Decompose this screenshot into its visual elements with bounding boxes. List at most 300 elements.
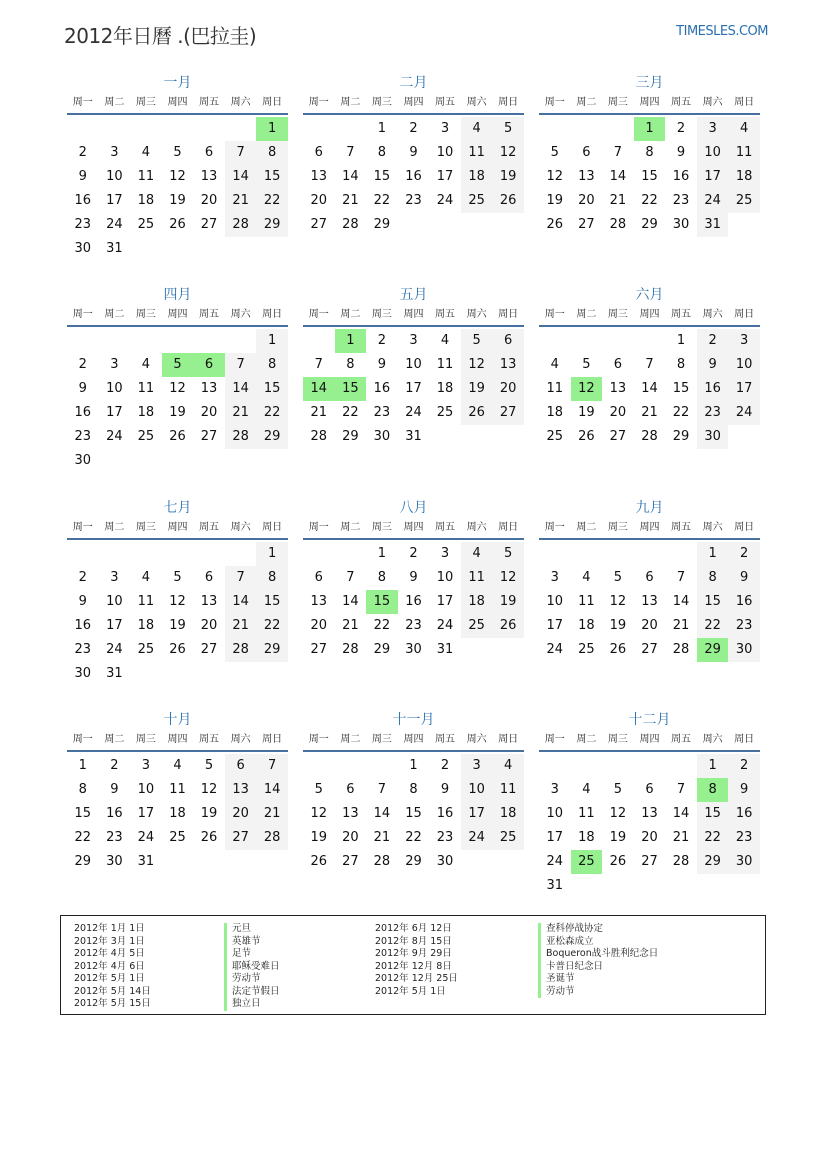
day-cell: 10 xyxy=(697,141,729,165)
empty-cell xyxy=(539,542,571,566)
day-cell: 10 xyxy=(461,778,493,802)
weekday-label: 周六 xyxy=(702,734,723,745)
day-cell: 3 xyxy=(728,329,760,353)
day-cell: 12 xyxy=(609,806,627,821)
day-cell: 4 xyxy=(582,782,591,797)
empty-cell xyxy=(634,874,666,898)
day-cell: 5 xyxy=(492,117,524,141)
site-name[interactable]: TIMESLES.COM xyxy=(676,24,768,39)
day-cell: 30 xyxy=(74,241,92,256)
weekday-label: 周二 xyxy=(104,522,125,533)
empty-cell xyxy=(492,638,524,662)
day-cell: 14 xyxy=(672,594,690,609)
day-cell: 10 xyxy=(436,570,454,585)
day-cell: 6 xyxy=(492,329,524,353)
weekday-label: 周六 xyxy=(702,309,723,320)
day-cell: 23 xyxy=(728,614,760,638)
empty-cell xyxy=(225,662,257,686)
day-cell: 28 xyxy=(225,638,257,662)
day-cell: 25 xyxy=(578,642,595,657)
weekday-label: 周三 xyxy=(371,309,392,320)
day-cell: 6 xyxy=(204,570,214,585)
legend-entry: 独立日 xyxy=(224,998,280,1011)
day-cell: 6 xyxy=(314,145,323,160)
day-cell: 19 xyxy=(609,618,627,633)
empty-cell xyxy=(602,754,634,778)
day-cell: 30 xyxy=(728,638,760,662)
day-cell: 17 xyxy=(436,594,454,609)
day-cell: 26 xyxy=(461,401,493,425)
day-cell: 10 xyxy=(546,806,564,821)
day-cell: 2 xyxy=(697,329,729,353)
empty-cell xyxy=(130,237,162,261)
day-cell: 23 xyxy=(74,642,92,657)
weekday-label: 周日 xyxy=(734,97,755,108)
day-cell: 7 xyxy=(346,570,355,585)
empty-cell xyxy=(492,850,524,874)
month-title: 一月 xyxy=(163,75,192,91)
legend-entry: 卡普日纪念日 xyxy=(538,961,658,974)
weekday-label: 周二 xyxy=(104,734,125,745)
empty-cell xyxy=(539,117,571,141)
day-cell: 21 xyxy=(225,614,257,638)
day-cell: 4 xyxy=(141,570,151,585)
day-cell: 25 xyxy=(137,217,155,232)
day-cell: 3 xyxy=(110,145,119,160)
day-cell: 2 xyxy=(728,754,760,778)
weekday-label: 周四 xyxy=(167,309,188,320)
day-cell: 16 xyxy=(405,169,422,184)
weekday-label: 周日 xyxy=(734,522,755,533)
weekday-label: 周一 xyxy=(72,522,93,533)
weekday-label: 周一 xyxy=(544,97,565,108)
empty-cell xyxy=(162,662,194,686)
day-cell: 5 xyxy=(492,542,524,566)
weekday-header xyxy=(303,518,524,540)
day-cell: 10 xyxy=(106,594,123,609)
day-cell: 3 xyxy=(141,758,151,773)
day-cell: 29 xyxy=(74,854,92,869)
day-cell: 26 xyxy=(169,642,186,657)
day-cell: 12 xyxy=(169,594,186,609)
empty-cell xyxy=(99,542,131,566)
empty-cell xyxy=(162,237,194,261)
day-cell: 13 xyxy=(310,169,328,184)
day-cell: 27 xyxy=(342,854,359,869)
day-cell: 24 xyxy=(546,642,564,657)
day-cell: 9 xyxy=(377,357,387,372)
empty-cell xyxy=(429,425,461,449)
day-cell: 7 xyxy=(377,782,387,797)
day-cell: 22 xyxy=(256,189,288,213)
day-cell: 27 xyxy=(492,401,524,425)
day-cell: 1 xyxy=(697,754,729,778)
weekday-label: 周日 xyxy=(734,309,755,320)
month-3 xyxy=(539,73,760,237)
empty-cell xyxy=(634,329,666,353)
day-cell: 17 xyxy=(106,618,123,633)
empty-cell xyxy=(571,542,603,566)
page-title: 2012年日曆 .(巴拉圭) xyxy=(64,24,257,48)
weekday-label: 周一 xyxy=(544,734,565,745)
day-cell: 22 xyxy=(373,193,391,208)
weekday-label: 周五 xyxy=(199,309,220,320)
day-cell: 19 xyxy=(546,193,564,208)
day-cell: 7 xyxy=(225,353,257,377)
weekday-label: 周六 xyxy=(230,309,251,320)
day-cell: 7 xyxy=(676,570,686,585)
weekday-label: 周二 xyxy=(576,309,597,320)
day-cell: 7 xyxy=(225,141,257,165)
weekday-label: 周四 xyxy=(639,309,660,320)
day-cell: 17 xyxy=(546,830,564,845)
day-cell: 9 xyxy=(409,570,418,585)
day-cell: 29 xyxy=(672,429,690,444)
legend-entry: 查科停战协定 xyxy=(538,923,658,936)
empty-cell xyxy=(366,754,398,778)
holiday-legend xyxy=(60,915,766,1015)
day-cell: 8 xyxy=(409,782,418,797)
empty-cell xyxy=(225,117,257,141)
day-cell: 22 xyxy=(256,614,288,638)
day-cell: 3 xyxy=(461,754,493,778)
weekday-label: 周五 xyxy=(671,97,692,108)
day-cell: 1 xyxy=(256,329,288,353)
day-cell: 3 xyxy=(110,570,119,585)
day-cell: 25 xyxy=(728,189,760,213)
day-cell: 13 xyxy=(342,806,359,821)
empty-cell xyxy=(193,542,225,566)
day-cell: 24 xyxy=(728,401,760,425)
day-cell: 15 xyxy=(256,377,288,401)
day-cell: 4 xyxy=(440,333,450,348)
day-cell: 14 xyxy=(342,594,359,609)
day-cell: 23 xyxy=(74,217,92,232)
day-cell: 5 xyxy=(582,357,591,372)
day-cell: 30 xyxy=(728,850,760,874)
day-cell: 9 xyxy=(440,782,450,797)
empty-cell xyxy=(67,542,99,566)
day-cell: 6 xyxy=(346,782,355,797)
day-grid xyxy=(303,329,524,449)
month-8 xyxy=(303,498,524,662)
day-cell: 6 xyxy=(204,145,214,160)
day-cell: 8 xyxy=(256,353,288,377)
weekday-label: 周六 xyxy=(702,522,723,533)
legend-names-col-2 xyxy=(538,923,658,998)
day-cell: 16 xyxy=(74,618,92,633)
weekday-label: 周五 xyxy=(435,97,456,108)
day-cell: 8 xyxy=(346,357,355,372)
day-cell: 29 xyxy=(256,213,288,237)
day-cell: 26 xyxy=(546,217,564,232)
day-cell: 11 xyxy=(169,782,186,797)
day-cell: 6 xyxy=(314,570,323,585)
month-6 xyxy=(539,285,760,449)
day-cell: 3 xyxy=(440,121,450,136)
day-cell: 24 xyxy=(405,405,422,420)
day-grid xyxy=(539,754,760,898)
weekday-label: 周二 xyxy=(576,97,597,108)
weekday-label: 周二 xyxy=(340,97,361,108)
day-cell: 25 xyxy=(492,826,524,850)
month-2 xyxy=(303,73,524,237)
empty-cell xyxy=(728,425,760,449)
day-cell: 31 xyxy=(137,854,155,869)
day-cell: 30 xyxy=(106,854,123,869)
day-cell: 10 xyxy=(728,353,760,377)
empty-cell xyxy=(256,850,288,874)
day-cell: 21 xyxy=(256,802,288,826)
day-cell: 28 xyxy=(342,642,359,657)
day-cell: 21 xyxy=(672,618,690,633)
day-cell: 3 xyxy=(550,782,559,797)
day-cell: 19 xyxy=(492,165,524,189)
weekday-label: 周日 xyxy=(262,522,283,533)
day-cell: 11 xyxy=(137,594,155,609)
day-cell: 29 xyxy=(373,642,391,657)
day-cell: 20 xyxy=(342,830,359,845)
day-cell: 26 xyxy=(492,614,524,638)
holiday-day-cell: 6 xyxy=(193,353,225,377)
day-cell: 25 xyxy=(169,830,186,845)
day-cell: 27 xyxy=(609,429,627,444)
empty-cell xyxy=(335,542,367,566)
day-cell: 4 xyxy=(461,542,493,566)
empty-cell xyxy=(539,754,571,778)
day-cell: 18 xyxy=(461,590,493,614)
weekday-label: 周一 xyxy=(544,309,565,320)
day-cell: 17 xyxy=(106,193,123,208)
day-cell: 15 xyxy=(256,590,288,614)
weekday-label: 周六 xyxy=(466,522,487,533)
legend-entry: 法定节假日 xyxy=(224,986,280,999)
day-cell: 31 xyxy=(405,429,422,444)
empty-cell xyxy=(492,213,524,237)
month-12 xyxy=(539,710,760,898)
weekday-label: 周五 xyxy=(435,734,456,745)
day-cell: 26 xyxy=(492,189,524,213)
day-cell: 19 xyxy=(609,830,627,845)
empty-cell xyxy=(225,850,257,874)
day-cell: 8 xyxy=(676,357,686,372)
legend-entry: 2012年 6月 12日 xyxy=(375,923,452,934)
weekday-label: 周一 xyxy=(308,309,329,320)
weekday-label: 周一 xyxy=(308,97,329,108)
day-cell: 12 xyxy=(169,169,186,184)
weekday-label: 周五 xyxy=(199,734,220,745)
day-cell: 2 xyxy=(78,145,87,160)
day-cell: 1 xyxy=(78,758,87,773)
day-cell: 12 xyxy=(609,594,627,609)
day-cell: 25 xyxy=(461,614,493,638)
day-cell: 15 xyxy=(641,169,658,184)
empty-cell xyxy=(225,449,257,473)
day-cell: 5 xyxy=(173,145,182,160)
day-cell: 21 xyxy=(342,193,359,208)
weekday-header xyxy=(303,305,524,327)
day-cell: 16 xyxy=(728,590,760,614)
day-cell: 3 xyxy=(550,570,559,585)
day-cell: 25 xyxy=(137,429,155,444)
day-cell: 26 xyxy=(578,429,595,444)
day-cell: 22 xyxy=(697,614,729,638)
day-cell: 28 xyxy=(609,217,627,232)
day-cell: 31 xyxy=(106,666,123,681)
empty-cell xyxy=(162,542,194,566)
weekday-label: 周一 xyxy=(308,734,329,745)
day-cell: 28 xyxy=(225,425,257,449)
day-cell: 20 xyxy=(200,405,218,420)
weekday-label: 周三 xyxy=(371,734,392,745)
legend-entry: 亚松森成立 xyxy=(538,936,658,949)
day-cell: 26 xyxy=(609,854,627,869)
day-cell: 23 xyxy=(74,429,92,444)
day-cell: 28 xyxy=(342,217,359,232)
empty-cell xyxy=(571,117,603,141)
month-title: 二月 xyxy=(399,75,428,91)
day-cell: 16 xyxy=(74,405,92,420)
legend-names-col-1 xyxy=(224,923,280,1011)
day-cell: 3 xyxy=(110,357,119,372)
day-cell: 7 xyxy=(346,145,355,160)
day-cell: 29 xyxy=(373,217,391,232)
day-grid xyxy=(67,754,288,874)
weekday-label: 周三 xyxy=(607,309,628,320)
day-cell: 6 xyxy=(645,782,654,797)
day-cell: 13 xyxy=(200,381,218,396)
empty-cell xyxy=(130,449,162,473)
day-cell: 14 xyxy=(672,806,690,821)
weekday-label: 周五 xyxy=(435,522,456,533)
weekday-label: 周三 xyxy=(371,522,392,533)
weekday-label: 周日 xyxy=(734,734,755,745)
day-cell: 12 xyxy=(200,782,218,797)
weekday-label: 周日 xyxy=(262,734,283,745)
day-cell: 20 xyxy=(578,193,595,208)
day-cell: 24 xyxy=(137,830,155,845)
day-cell: 5 xyxy=(613,570,623,585)
day-cell: 17 xyxy=(546,618,564,633)
day-cell: 9 xyxy=(728,566,760,590)
day-cell: 19 xyxy=(169,405,186,420)
day-cell: 23 xyxy=(405,193,422,208)
legend-entry: 元旦 xyxy=(224,923,280,936)
weekday-label: 周二 xyxy=(576,522,597,533)
day-cell: 23 xyxy=(373,405,391,420)
day-cell: 20 xyxy=(225,802,257,826)
day-cell: 9 xyxy=(110,782,119,797)
holiday-day-cell: 14 xyxy=(303,377,335,401)
day-cell: 2 xyxy=(440,758,450,773)
empty-cell xyxy=(728,213,760,237)
day-cell: 29 xyxy=(256,425,288,449)
day-cell: 16 xyxy=(436,806,454,821)
day-cell: 20 xyxy=(200,618,218,633)
day-cell: 24 xyxy=(106,642,123,657)
legend-entry: 2012年 1月 1日 xyxy=(74,923,145,934)
day-cell: 8 xyxy=(697,566,729,590)
day-cell: 13 xyxy=(200,594,218,609)
legend-entry: 劳动节 xyxy=(224,973,280,986)
weekday-label: 周六 xyxy=(466,734,487,745)
legend-entry: 英雄节 xyxy=(224,936,280,949)
day-cell: 28 xyxy=(672,854,690,869)
day-cell: 9 xyxy=(409,145,418,160)
legend-dates-col-2 xyxy=(375,923,458,998)
day-cell: 9 xyxy=(78,169,87,184)
day-cell: 30 xyxy=(373,429,391,444)
weekday-label: 周四 xyxy=(167,734,188,745)
empty-cell xyxy=(461,213,493,237)
day-cell: 22 xyxy=(342,405,359,420)
day-cell: 5 xyxy=(173,570,182,585)
day-cell: 22 xyxy=(74,830,92,845)
day-cell: 22 xyxy=(697,826,729,850)
legend-entry: 2012年 5月 1日 xyxy=(375,985,446,997)
day-cell: 2 xyxy=(377,333,387,348)
holiday-day-cell: 1 xyxy=(634,117,666,141)
day-cell: 20 xyxy=(310,193,328,208)
empty-cell xyxy=(539,329,571,353)
empty-cell xyxy=(256,237,288,261)
day-cell: 29 xyxy=(342,429,359,444)
day-cell: 27 xyxy=(641,642,658,657)
empty-cell xyxy=(67,117,99,141)
day-cell: 7 xyxy=(676,782,686,797)
empty-cell xyxy=(99,449,131,473)
day-cell: 27 xyxy=(310,642,328,657)
empty-cell xyxy=(335,117,367,141)
empty-cell xyxy=(162,449,194,473)
day-cell: 29 xyxy=(641,217,658,232)
empty-cell xyxy=(193,237,225,261)
day-cell: 21 xyxy=(225,189,257,213)
day-cell: 17 xyxy=(106,405,123,420)
month-9 xyxy=(539,498,760,662)
weekday-label: 周六 xyxy=(230,97,251,108)
day-cell: 30 xyxy=(405,642,422,657)
empty-cell xyxy=(193,329,225,353)
empty-cell xyxy=(571,329,603,353)
day-cell: 27 xyxy=(310,217,328,232)
legend-entry: 耶稣受难日 xyxy=(224,961,280,974)
month-title: 十二月 xyxy=(628,712,671,728)
day-cell: 30 xyxy=(74,453,92,468)
day-cell: 21 xyxy=(641,405,658,420)
day-cell: 2 xyxy=(676,121,686,136)
month-1 xyxy=(67,73,288,261)
weekday-label: 周日 xyxy=(498,522,519,533)
weekday-label: 周一 xyxy=(544,522,565,533)
day-cell: 14 xyxy=(342,169,359,184)
day-cell: 17 xyxy=(405,381,422,396)
day-cell: 4 xyxy=(173,758,182,773)
weekday-label: 周二 xyxy=(104,309,125,320)
empty-cell xyxy=(256,449,288,473)
legend-entry: 2012年 12月 8日 xyxy=(375,960,452,972)
day-cell: 14 xyxy=(641,381,658,396)
day-grid xyxy=(303,754,524,874)
day-cell: 23 xyxy=(697,401,729,425)
day-cell: 17 xyxy=(436,169,454,184)
day-cell: 13 xyxy=(641,594,658,609)
day-cell: 8 xyxy=(256,141,288,165)
day-cell: 27 xyxy=(200,217,218,232)
weekday-label: 周六 xyxy=(466,97,487,108)
day-cell: 6 xyxy=(613,357,623,372)
day-cell: 16 xyxy=(405,594,422,609)
